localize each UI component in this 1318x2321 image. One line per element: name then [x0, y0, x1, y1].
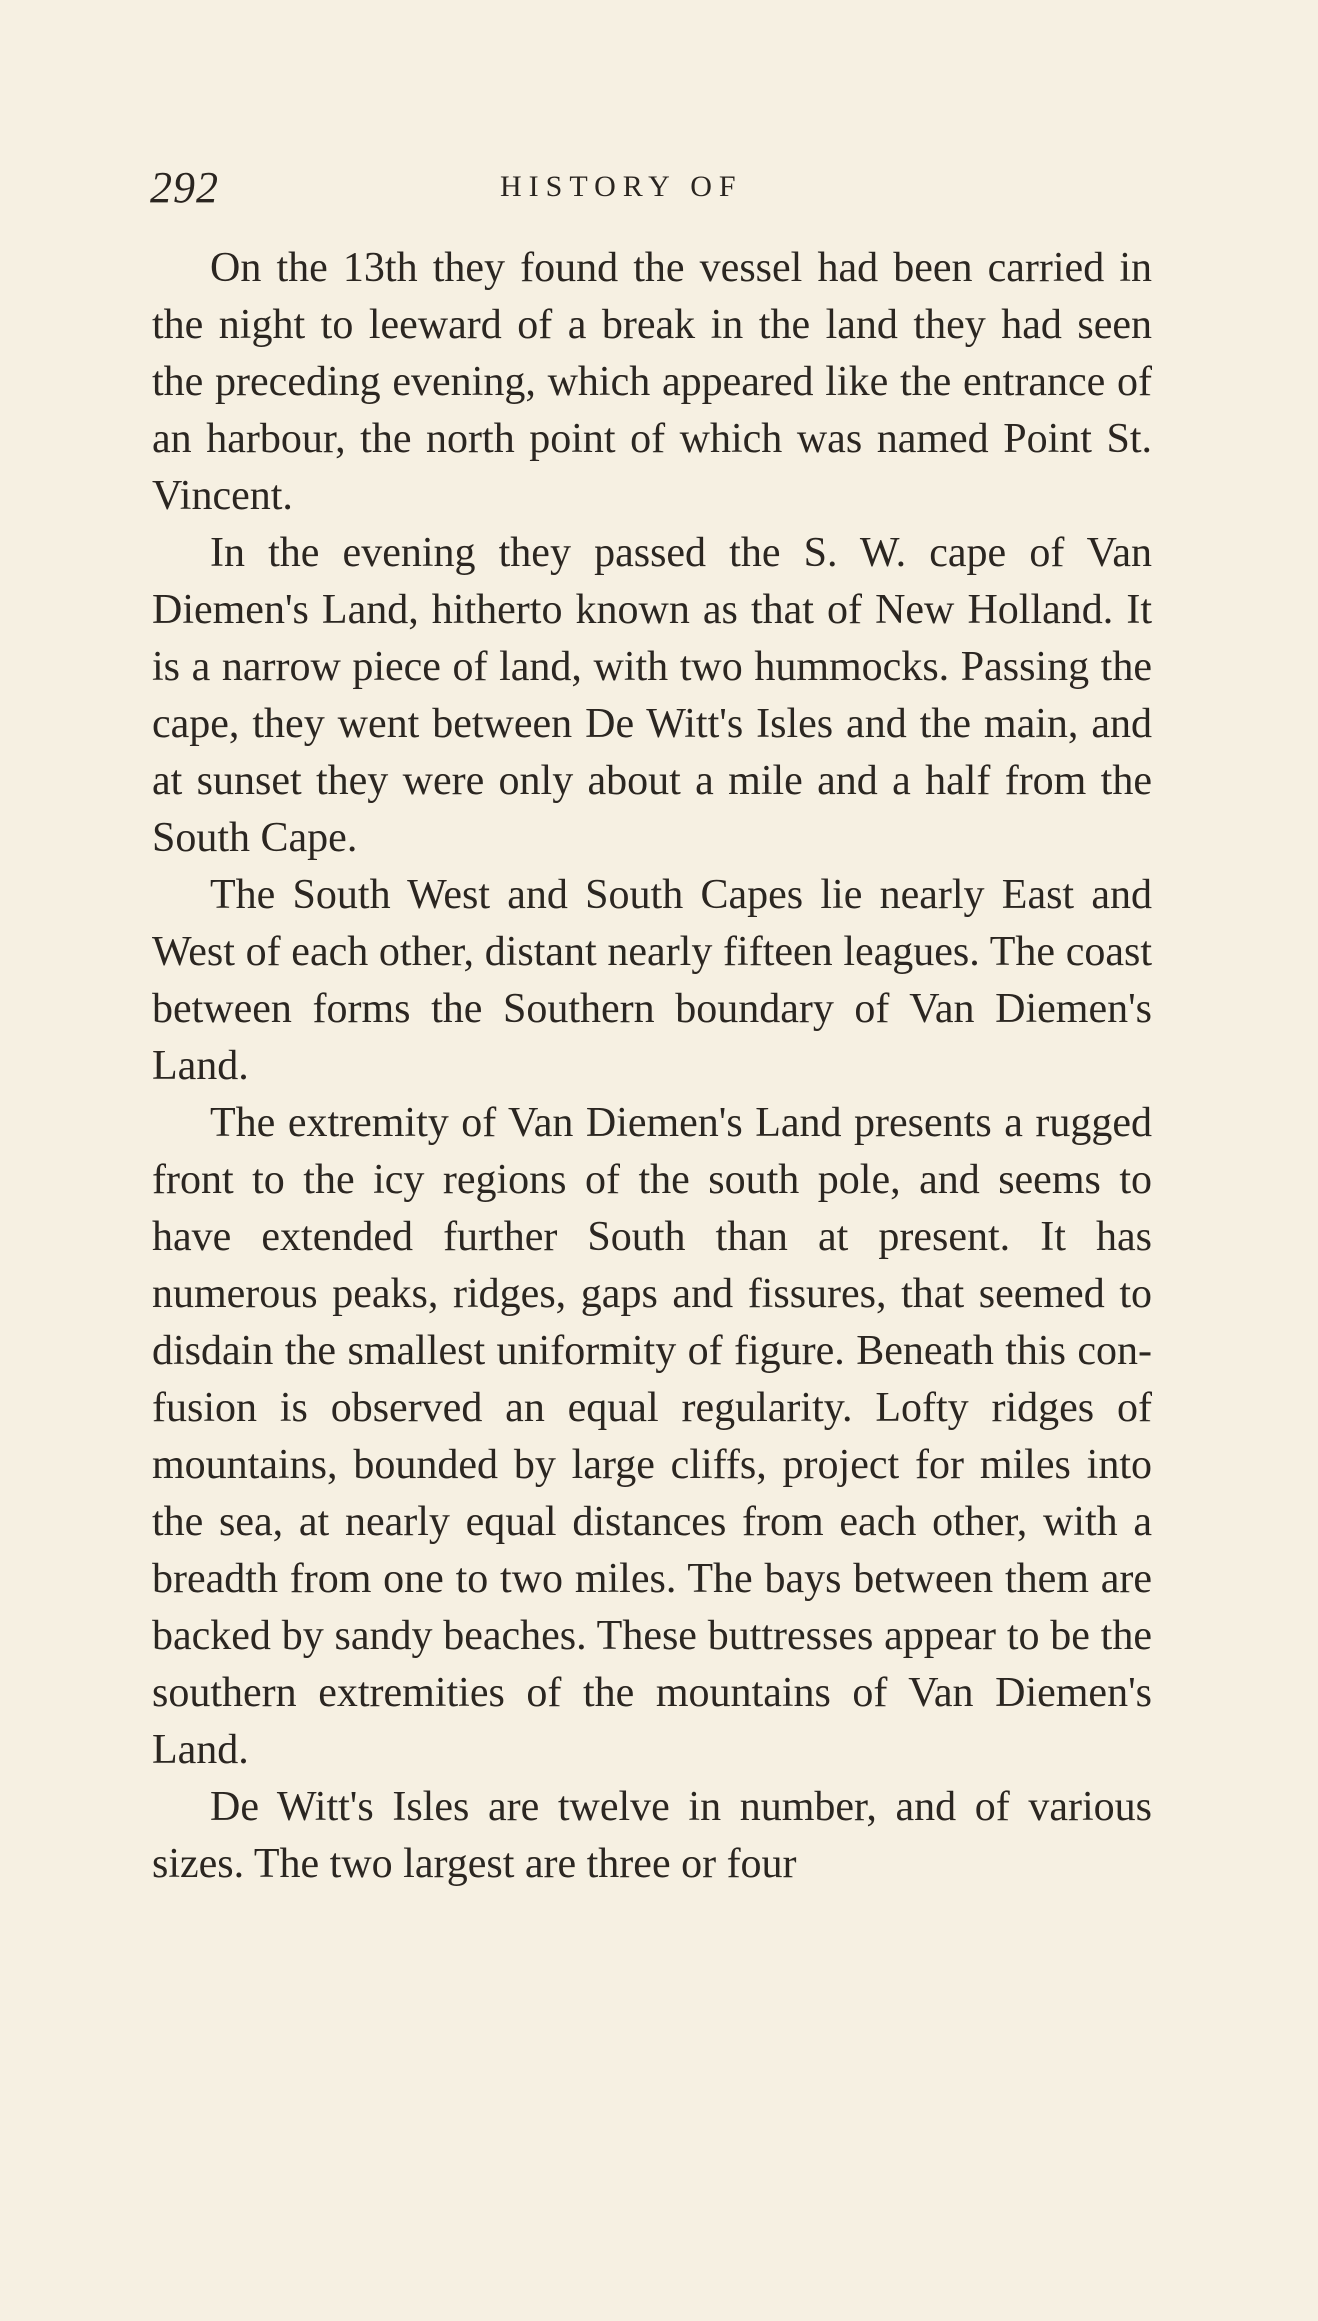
page-number: 292 — [150, 163, 219, 212]
body-text — [152, 240, 1152, 1893]
paragraph: The extremity of Van Diemen's Land presents a rugged front to the icy regions of the south pole, and seems to have extended further South than at present. It has numerous peaks, ridges, gaps and fissures, that seemed to disdain the smallest uniformity of figure. Beneath this confusion is observed an equal regularity. Lofty ridges of mountains, bounded by large cliffs, project for miles into the sea, at nearly equal distances from each other, with a breadth from one to two miles. The bays between them are backed by sandy beaches. These buttresses appear to be the southern extremities of the mountains of Van Diemen's Land. — [152, 1100, 1152, 1773]
paragraph: De Witt's Isles are twelve in number, and of various sizes. The two largest are three or four — [152, 1784, 1152, 1887]
paragraph: In the evening they passed the S. W. cape of Van Diemen's Land, hitherto known as that of New Holland. It is a narrow piece of land, with two hummocks. Passing the cape, they went between De Witt's Isles and the main, and at sunset they were only about a mile and a half from the South Cape. — [152, 530, 1152, 861]
running-head — [150, 162, 1150, 222]
paragraph: The South West and South Capes lie nearly East and West of each other, distant nearly fifteen leagues. The coast between forms the Southern boundary of Van Diemen's Land. — [152, 872, 1152, 1089]
paragraph: On the 13th they found the vessel had been carried in the night to leeward of a break in the land they had seen the preceding evening, which appeared like the entrance of an harbour, the north point of which was named Point St. Vincent. — [152, 245, 1152, 519]
page-header-title: HISTORY OF — [500, 170, 743, 203]
